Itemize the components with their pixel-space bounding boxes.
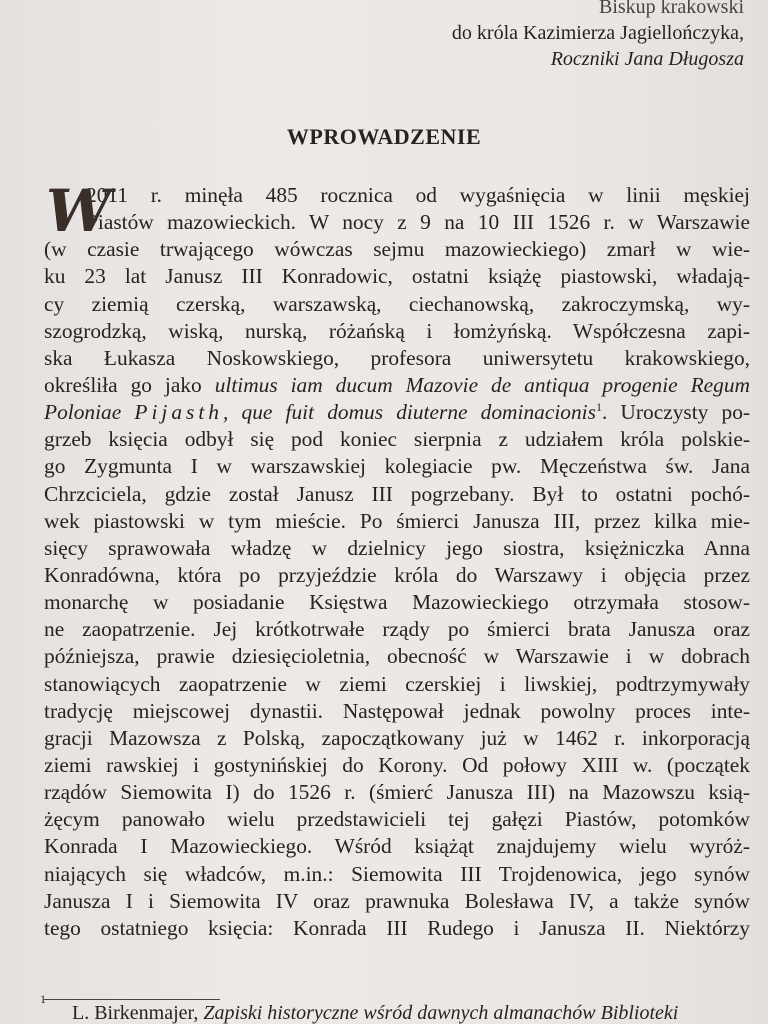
text-line: rządów Siemowita I) do 1526 r. (śmierć Janusza III) na Mazowszu ksią- [44,780,750,805]
text-line [44,399,750,426]
text-line: 2011 r. minęła 485 rocznica od wygaśnięcia w linii męskiej [86,183,750,207]
epigraph-line-2: do króla Kazimierza Jagiellończyka, [451,22,744,44]
epigraph-line-1: Biskup krakowski [599,0,744,18]
text-line: cy ziemią czerską, warszawską, ciechanowską, zakroczymską, wy- [44,291,750,316]
text-line: szogrodzką, wiską, nurską, różańską i łomżyńską. Współczesna zapi- [44,318,750,343]
epigraph [452,0,744,72]
footnote-divider [44,999,220,1000]
latin-quote: , que fuit domus diuterne dominacionis [223,400,596,425]
footnote-title: Zapiski historyczne wśród dawnych almanachów Biblioteki [203,1002,679,1024]
text-line: stanowiących zaopatrzenie w ziemi czerskiej i liwskiej, podtrzymywały [44,671,750,696]
text-line: wek piastowski w tym mieście. Po śmierci Janusza III, przez kilka mie- [44,508,750,533]
text-line: ziemi rawskiej i gostynińskiej do Korony. Od połowy XIII w. (początek [44,752,750,777]
drop-cap: W [46,177,112,245]
body-paragraph [44,177,750,942]
footnote-reference: 1 [595,400,602,414]
text-line: ska Łukasza Noskowskiego, profesora uniwersytetu krakowskiego, [44,345,750,370]
section-heading: WPROWADZENIE [286,124,482,149]
text-line: gracji Mazowsza z Polską, zapoczątkowany już w 1462 r. inkorporacją [44,725,750,750]
text-line: sięcy sprawowała władzę w dzielnicy jego siostra, księżniczka Anna [44,535,750,560]
text-line [44,372,750,399]
text-line: późniejsza, prawie dziesięcioletnia, obecność w Warszawie i w dobrach [44,644,750,669]
text-line: grzeb księcia odbył się pod koniec sierpnia z udziałem króla polskie- [44,427,750,452]
latin-spaced-word: Pijasth [134,400,224,425]
latin-quote: Poloniae [44,400,135,425]
text-line: tradycję miejscowej dynastii. Następował jednak powolny proces inte- [44,698,750,723]
text-segment: . Uroczysty po- [601,400,750,425]
footnote-number: 1 [40,992,46,1006]
text-line: Konradówna, która po przyjeździe króla do Warszawy i objęcia przez [44,562,750,587]
text-line: monarchę w posiadanie Księstwa Mazowieckiego otrzymała stosow- [44,590,750,615]
text-line: Janusza I i Siemowita IV oraz prawnuka Bolesława IV, a także synów [44,888,750,913]
footnote-author: L. Birkenmajer, [72,1002,204,1024]
text-line: Chrzciciela, gdzie został Janusz III pogrzebany. Był to ostatni pochó- [44,481,750,506]
text-line: Konrada I Mazowieckiego. Wśród książąt znajdujemy wielu wyróż- [44,834,750,859]
text-line: ku 23 lat Janusz III Konradowic, ostatni książę piastowski, władają- [44,264,750,289]
latin-quote: ultimus iam ducum Mazovie de antiqua progenie Regum [214,372,750,397]
footnote-text [72,1002,762,1024]
text-line: Piastów mazowieckich. W nocy z 9 na 10 III 1526 r. w Warszawie [86,210,750,235]
text-line: żęcym panowało wielu przedstawicieli tej gałęzi Piastów, potomków [44,807,750,832]
text-line: niających się władców, m.in.: Siemowita III Trojdenowica, jego synów [44,861,750,886]
text-line: go Zygmunta I w warszawskiej kolegiacie pw. Męczeństwa św. Jana [44,454,750,479]
text-line: ne zaopatrzenie. Jej krótkotrwałe rządy po śmierci brata Janusza oraz [44,617,750,642]
text-segment: określiła go jako [44,372,215,397]
text-line: (w czasie trwającego wówczas sejmu mazowieckiego) zmarł w wie- [44,237,750,262]
text-line: tego ostatniego księcia: Konrada III Rudego i Janusza II. Niektórzy [44,915,750,940]
epigraph-source: Roczniki Jana Długosza [550,48,744,70]
